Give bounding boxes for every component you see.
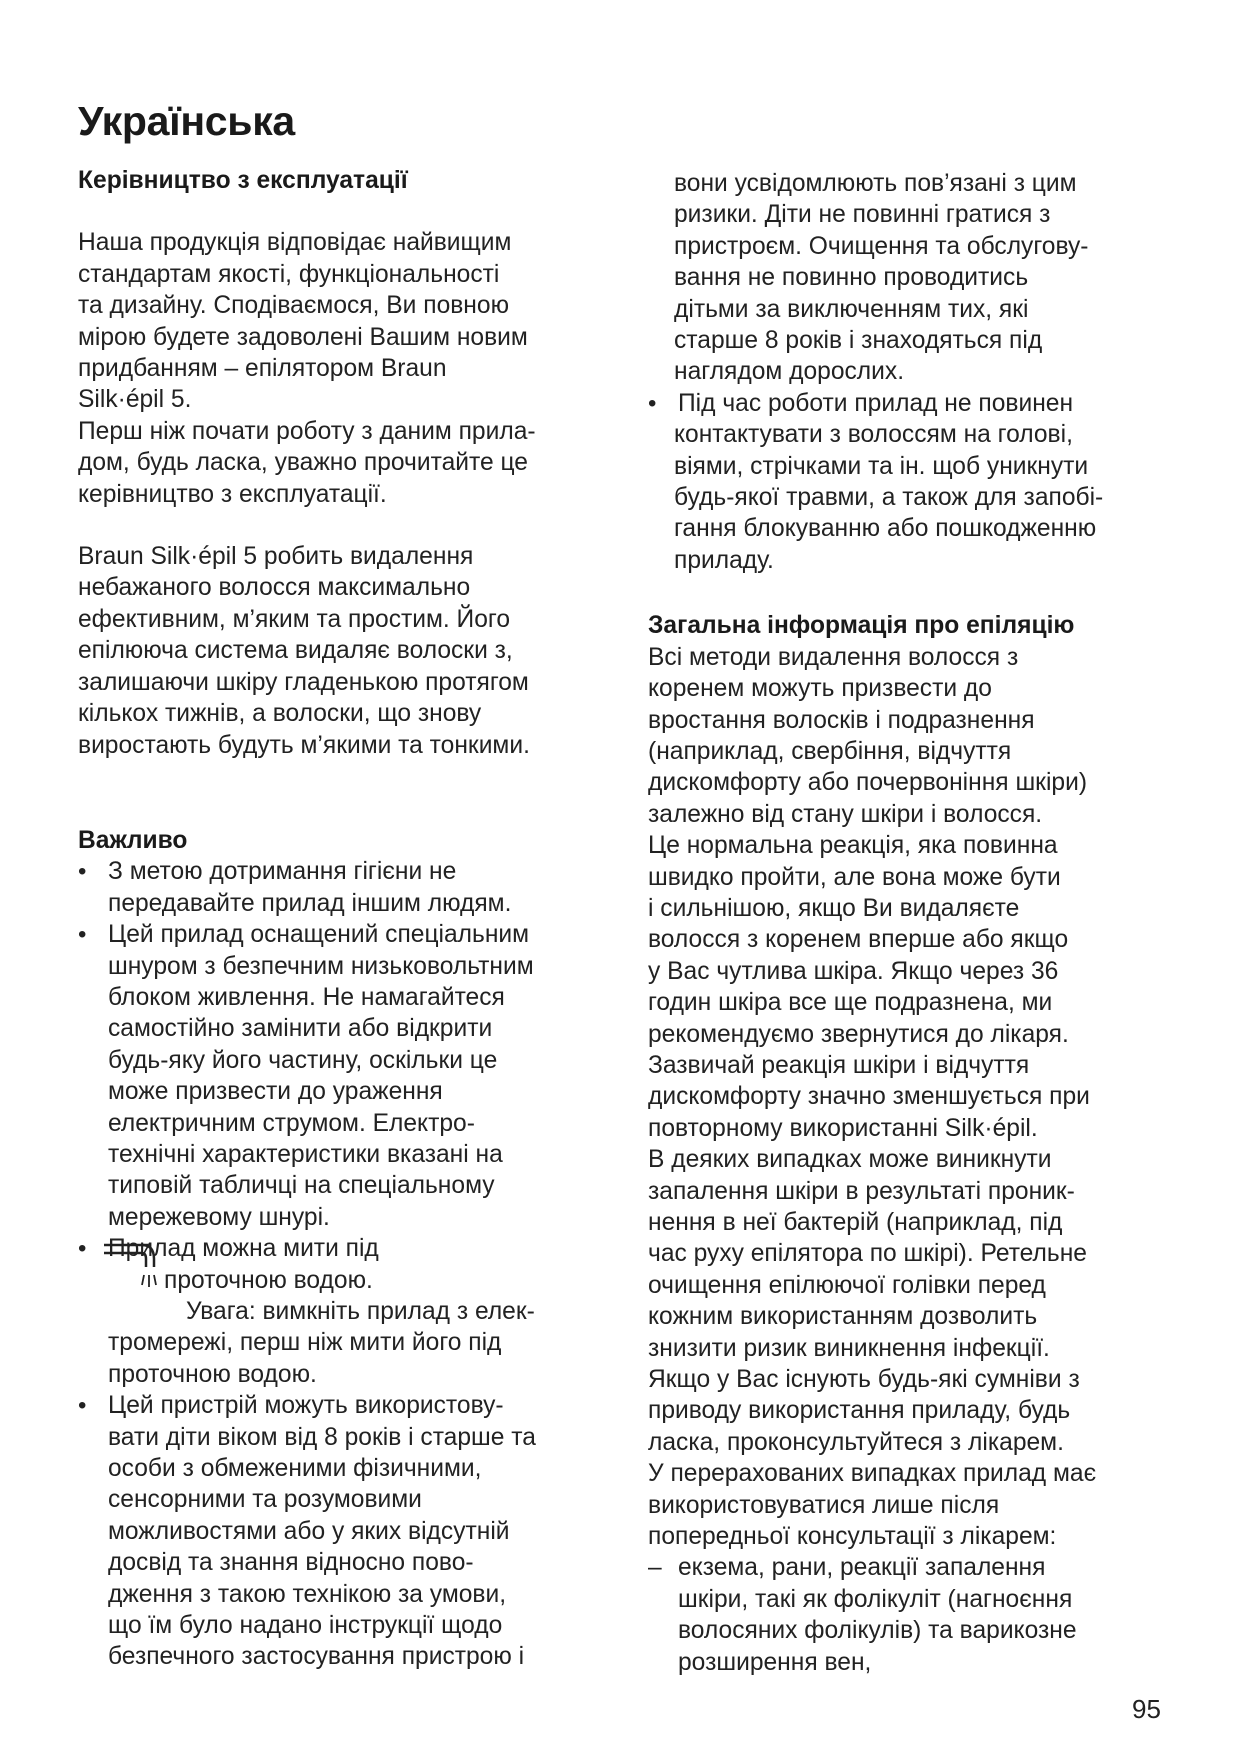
text-line: У перерахованих випадках прилад має: [648, 1460, 1097, 1488]
water-tap-icon: [102, 1237, 158, 1293]
text-line: залежно від стану шкіри і волосся.: [648, 800, 1043, 828]
text-line: епілююча система видаляє волоски з,: [78, 637, 513, 665]
text-line: особи з обмеженими фізичними,: [108, 1455, 482, 1483]
text-line: Перш ніж почати роботу з даним прила-: [78, 417, 536, 445]
text-line: волосяних фолікулів) та варикозне: [678, 1617, 1077, 1645]
text-line: тромережі, перш ніж мити його під: [108, 1329, 502, 1357]
text-line: залишаючи шкіру гладенькою протягом: [78, 668, 529, 696]
bullet-washable: [78, 1233, 626, 1390]
text-line: виростають будуть м’якими та тонкими.: [78, 731, 530, 759]
text-line: будь-яку його частину, оскільки це: [108, 1046, 498, 1074]
text-line: знизити ризик виникнення інфекції.: [648, 1334, 1050, 1362]
text-line: придбанням – епілятором Braun: [78, 355, 447, 383]
page-title: Українська: [78, 98, 295, 144]
text-line: стандартам якості, функціональності: [78, 260, 500, 288]
text-line: гання блокуванню або пошкодженню: [674, 515, 1097, 543]
text-line: безпечного застосування пристрою і: [108, 1643, 525, 1671]
text-line: • Прилад можна мити під: [108, 1235, 379, 1263]
text-line: – екзема, рани, реакції запалення: [678, 1554, 1046, 1582]
text-line: небажаного волосся максимально: [78, 574, 471, 602]
text-line: технічні характеристики вказані на: [108, 1140, 503, 1168]
text-line: сенсорними та розумовими: [108, 1486, 422, 1514]
text-line: шкіри, такі як фолікуліт (нагноєння: [678, 1585, 1073, 1613]
text-line: Всі методи видалення волосся з: [648, 643, 1019, 671]
children-bullet-continued: [648, 168, 1178, 388]
text-line: дискомфорту значно зменшується при: [648, 1083, 1090, 1111]
text-line: рекомендуємо звернутися до лікаря.: [648, 1020, 1069, 1048]
dash-item-eczema: [648, 1552, 1178, 1678]
text-line: і сильнішою, якщо Ви видаляєте: [648, 894, 1020, 922]
text-line: вростання волосків і подразнення: [648, 706, 1035, 734]
text-line: ризики. Діти не повинні гратися з: [674, 201, 1051, 229]
text-line: кількох тижнів, а волоски, що знову: [78, 700, 482, 728]
text-line: блоком живлення. Не намагайтеся: [108, 983, 505, 1011]
general-info-heading: Загальна інформація про епіляцію: [648, 612, 1075, 640]
text-line: кожним використанням дозволить: [648, 1303, 1038, 1331]
text-line: електричним струмом. Електро-: [108, 1109, 475, 1137]
text-line: швидко пройти, але вона може бути: [648, 863, 1061, 891]
text-line: коренем можуть призвести до: [648, 675, 992, 703]
text-line: час руху епілятора по шкірі). Ретельне: [648, 1240, 1087, 1268]
text-line: дискомфорту або почервоніння шкіри): [648, 769, 1088, 797]
text-line: Увага: вимкніть прилад з елек-: [186, 1298, 535, 1325]
text-line: дження з такою технікою за умови,: [108, 1580, 507, 1608]
important-heading: Важливо: [78, 826, 188, 854]
text-line: контактувати з волоссям на голові,: [674, 421, 1073, 449]
general-info-paragraph: [648, 642, 1178, 1553]
text-line: передавайте прилад іншим людям.: [108, 889, 512, 917]
text-line: вати діти віком від 8 років і старше та: [108, 1423, 536, 1451]
text-line: дом, будь ласка, уважно прочитайте це: [78, 449, 528, 477]
text-line: • З метою дотримання гігієни не: [108, 858, 457, 886]
text-line: попередньої консультації з лікарем:: [648, 1523, 1057, 1551]
bullet-hygiene: [78, 856, 626, 919]
text-line: В деяких випадках може виникнути: [648, 1146, 1052, 1174]
text-line: проточною водою.: [164, 1266, 373, 1294]
right-column: [648, 168, 1178, 1678]
text-line: можливостями або у яких відсутній: [108, 1517, 510, 1545]
text-line: Silk·épil 5.: [78, 386, 192, 414]
manual-heading: Керівництво з експлуатації: [78, 167, 408, 194]
text-line: віями, стрічками та ін. щоб уникнути: [674, 452, 1089, 480]
text-line: використовуватися лише після: [648, 1491, 1000, 1519]
description-paragraph: [78, 541, 626, 761]
text-line: годин шкіра все ще подразнена, ми: [648, 989, 1053, 1017]
text-line: Якщо у Вас існують будь-які сумніви з: [648, 1366, 1080, 1394]
bullet-children: [78, 1390, 626, 1673]
text-line: досвід та знання відносно пово-: [108, 1549, 474, 1577]
text-line: ефективним, м’яким та простим. Його: [78, 605, 511, 633]
text-line: приладу.: [674, 546, 774, 574]
text-line: наглядом дорослих.: [674, 358, 905, 386]
text-line: у Вас чутлива шкіра. Якщо через 36: [648, 957, 1059, 985]
text-line: очищення епілюючої голівки перед: [648, 1271, 1046, 1299]
text-line: вання не повинно проводитись: [674, 264, 1029, 292]
text-line: ласка, проконсультуйтеся з лікарем.: [648, 1428, 1064, 1456]
text-line: проточною водою.: [108, 1360, 317, 1388]
text-line: мірою будете задоволені Вашим новим: [78, 323, 528, 351]
text-line: • Цей прилад оснащений спеціальним: [108, 921, 530, 949]
text-line: та дизайну. Сподіваємося, Ви повною: [78, 292, 510, 320]
text-line: пристроєм. Очищення та обслугову-: [674, 232, 1089, 260]
text-line: • Цей пристрій можуть використову-: [108, 1392, 504, 1420]
text-line: що їм було надано інструкції щодо: [108, 1612, 503, 1640]
text-line: дітьми за виключенням тих, які: [674, 295, 1029, 323]
text-line: повторному використанні Silk·épil.: [648, 1114, 1038, 1142]
bullet-power-cord: [78, 919, 626, 1233]
text-line: волосся з коренем вперше або якщо: [648, 926, 1069, 954]
text-line: керівництво з експлуатації.: [78, 480, 387, 508]
text-line: Braun Silk·épil 5 робить видалення: [78, 543, 474, 571]
text-line: • Під час роботи прилад не повинен: [678, 389, 1074, 417]
text-line: Зазвичай реакція шкіри і відчуття: [648, 1051, 1030, 1079]
text-line: шнуром з безпечним низьковольтним: [108, 952, 534, 980]
left-column: [78, 165, 626, 1673]
text-line: нення в неї бактерій (наприклад, під: [648, 1209, 1063, 1236]
intro-paragraph: [78, 227, 626, 510]
text-line: Наша продукція відповідає найвищим: [78, 229, 512, 257]
bullet-hair-contact: [648, 388, 1178, 576]
text-line: вони усвідомлюють пов’язані з цим: [674, 170, 1077, 197]
text-line: приводу використання приладу, будь: [648, 1397, 1071, 1425]
text-line: самостійно замінити або відкрити: [108, 1015, 493, 1043]
page-number: 95: [1132, 1694, 1161, 1724]
text-line: старше 8 років і знаходяться під: [674, 327, 1043, 355]
text-line: Це нормальна реакція, яка повинна: [648, 832, 1058, 860]
text-line: розширення вен,: [678, 1648, 872, 1676]
text-line: (наприклад, свербіння, відчуття: [648, 737, 1012, 765]
text-line: типовій табличці на спеціальному: [108, 1172, 495, 1200]
text-line: запалення шкіри в результаті проник-: [648, 1177, 1075, 1205]
text-line: мережевому шнурі.: [108, 1203, 330, 1231]
text-line: будь-якої травми, а також для запобі-: [674, 484, 1104, 512]
text-line: може призвести до ураження: [108, 1078, 443, 1106]
